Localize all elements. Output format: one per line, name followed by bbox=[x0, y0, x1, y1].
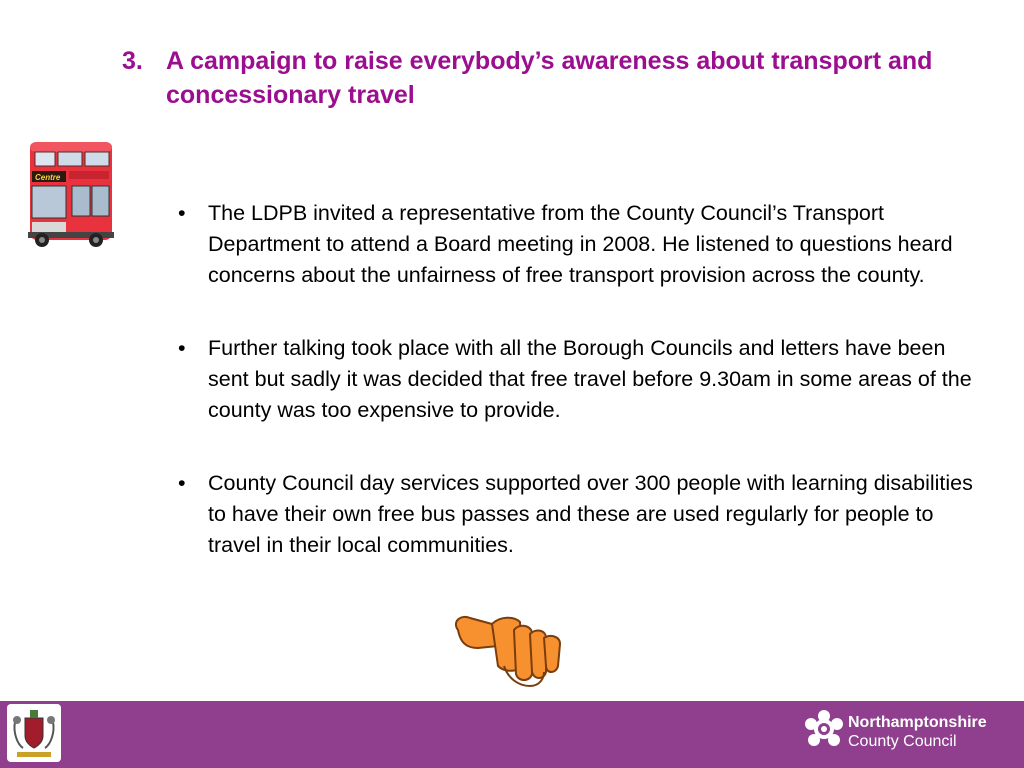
thumbs-down-icon bbox=[448, 608, 574, 702]
list-item bbox=[176, 333, 976, 426]
slide-number: 3. bbox=[122, 47, 143, 75]
coat-of-arms-icon bbox=[7, 704, 61, 762]
logo-line-1: Northamptonshire bbox=[848, 714, 987, 731]
footer-bar bbox=[0, 701, 1024, 768]
slide-title-text: A campaign to raise everybody’s awareness about transport and concessionary travel bbox=[166, 47, 933, 109]
logo-line-2: County Council bbox=[848, 733, 957, 750]
bus-icon bbox=[24, 140, 114, 250]
bus-sign: Centre bbox=[35, 173, 61, 182]
bullet-text: The LDPB invited a representative from the County Council’s Transport Department to attend a Board meeting in 2008. He listened to questions heard concerns about the unfairness of free transport provision across the county. bbox=[208, 201, 953, 287]
slide-title bbox=[122, 44, 1002, 112]
bullet-list bbox=[176, 198, 976, 603]
bullet-text: County Council day services supported over 300 people with learning disabilities to have their own free bus passes and these are used regularly for people to travel in their local communities. bbox=[208, 471, 973, 557]
bullet-text: Further talking took place with all the Borough Councils and letters have been sent but sadly it was decided that free travel before 9.30am in some areas of the county was too expensive to provide. bbox=[208, 336, 972, 422]
list-item bbox=[176, 198, 976, 291]
list-item bbox=[176, 468, 976, 561]
bullet-dot: • bbox=[178, 336, 186, 360]
rose-icon bbox=[804, 710, 844, 754]
northamptonshire-logo bbox=[804, 710, 1004, 760]
bullet-dot: • bbox=[178, 471, 186, 495]
bullet-dot: • bbox=[178, 201, 186, 225]
